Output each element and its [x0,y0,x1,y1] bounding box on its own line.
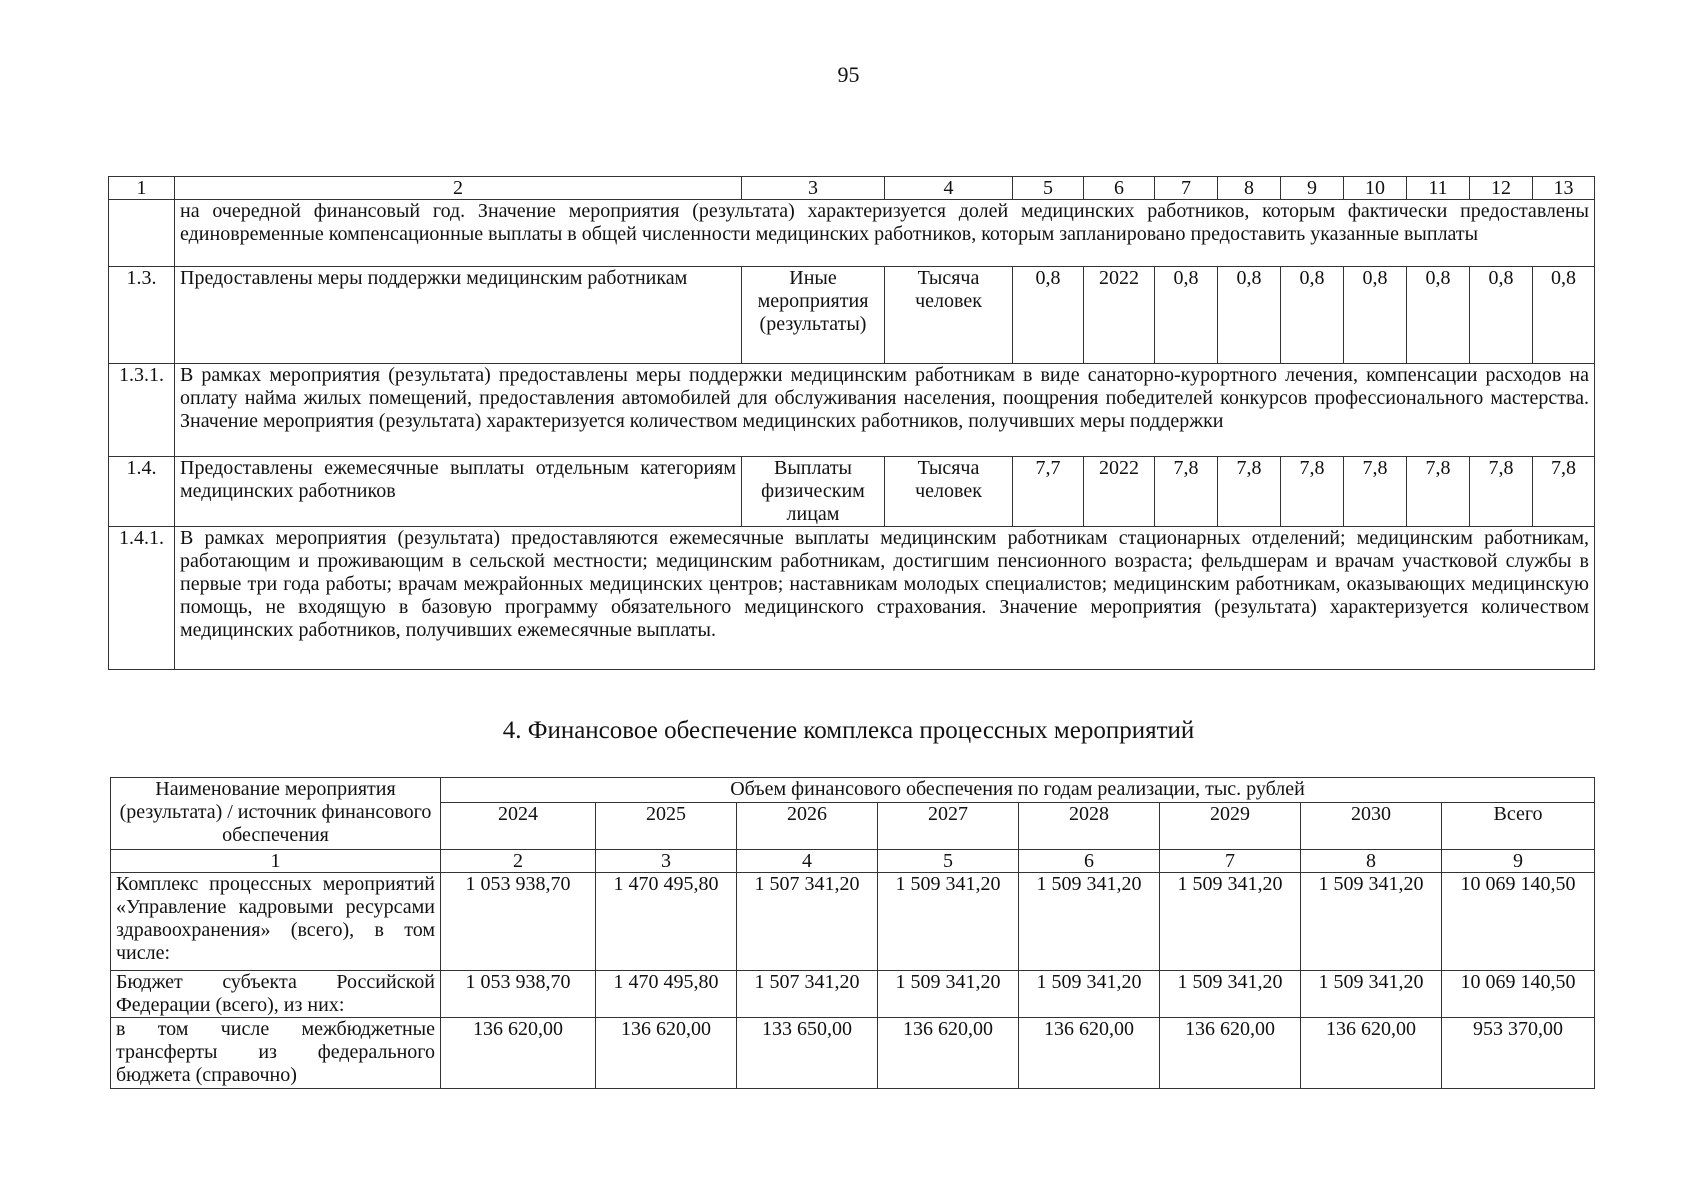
total-header: Всего [1442,803,1595,850]
column-number: 13 [1533,177,1595,200]
funding-value: 1 509 341,20 [878,873,1019,971]
year-header: 2027 [878,803,1019,850]
year-value: 0,8 [1218,267,1281,364]
funding-value: 1 470 495,80 [596,971,737,1018]
indicators-table [108,176,1595,670]
funding-value: 136 620,00 [441,1018,596,1089]
funding-value: 1 509 341,20 [1301,873,1442,971]
funding-value: 1 470 495,80 [596,873,737,971]
year-value: 7,8 [1407,457,1470,527]
base-year: 2022 [1084,267,1155,364]
year-header: 2028 [1019,803,1160,850]
measure-unit: Тысяча человек [885,267,1013,364]
row-number: 1.4.1. [109,527,175,670]
description-text: В рамках мероприятия (результата) предоставлены меры поддержки медицинским работникам в виде санаторно-курортного лечения, компенсации расходов на оплату найма жилых помещений, предоставления автомобилей для обслуживания населения, поощрения победителей конкурсов профессионального мастерства. Значение мероприятия (результата) характеризуется количеством медицинских работников, получивших меры поддержки [175,364,1595,457]
funding-value: 1 053 938,70 [441,971,596,1018]
year-value: 0,8 [1533,267,1595,364]
year-header: 2029 [1160,803,1301,850]
column-number: 12 [1470,177,1533,200]
page-number: 95 [837,62,860,87]
year-value: 0,8 [1344,267,1407,364]
year-value: 7,8 [1470,457,1533,527]
base-value: 0,8 [1013,267,1084,364]
funding-total: 953 370,00 [1442,1018,1595,1089]
year-value: 7,8 [1344,457,1407,527]
group-header: Объем финансового обеспечения по годам реализации, тыс. рублей [441,778,1595,803]
year-value: 7,8 [1281,457,1344,527]
column-numbers-row [109,177,1595,200]
column-number: 11 [1407,177,1470,200]
funding-name: в том числе межбюджетные трансферты из федерального бюджета (справочно) [111,1018,441,1089]
column-number: 10 [1344,177,1407,200]
table-row [109,457,1595,527]
table-row [111,971,1595,1018]
funding-value: 1 509 341,20 [1160,971,1301,1018]
section-title: 4. Финансовое обеспечение комплекса процессных мероприятий [502,717,1195,744]
funding-value: 1 509 341,20 [1019,971,1160,1018]
row-number: 1.3. [109,267,175,364]
column-number: 6 [1019,850,1160,873]
column-number: 2 [175,177,742,200]
year-value: 0,8 [1470,267,1533,364]
description-row [109,527,1595,670]
table-row [111,873,1595,971]
measure-name: Предоставлены ежемесячные выплаты отдельным категориям медицинских работников [175,457,742,527]
column-number: 6 [1084,177,1155,200]
column-number: 8 [1218,177,1281,200]
column-number: 7 [1160,850,1301,873]
column-number: 5 [878,850,1019,873]
funding-value: 136 620,00 [1301,1018,1442,1089]
column-number: 7 [1155,177,1218,200]
funding-value: 133 650,00 [737,1018,878,1089]
funding-name: Комплекс процессных мероприятий «Управление кадровыми ресурсами здравоохранения» (всего), в том числе: [111,873,441,971]
year-value: 0,8 [1281,267,1344,364]
funding-value: 136 620,00 [1019,1018,1160,1089]
column-number: 1 [111,850,441,873]
funding-name: Бюджет субъекта Российской Федерации (всего), из них: [111,971,441,1018]
funding-value: 1 509 341,20 [1019,873,1160,971]
column-number: 3 [596,850,737,873]
column-numbers-row [111,850,1595,873]
funding-total: 10 069 140,50 [1442,971,1595,1018]
year-header: 2030 [1301,803,1442,850]
funding-total: 10 069 140,50 [1442,873,1595,971]
funding-value: 136 620,00 [1160,1018,1301,1089]
year-header: 2024 [441,803,596,850]
table-row [111,1018,1595,1089]
year-value: 0,8 [1155,267,1218,364]
continuation-text: на очередной финансовый год. Значение мероприятия (результата) характеризуется долей медицинских работников, которым фактически предоставлены единовременные компенсационные выплаты в общей численности медицинских работников, которым запланировано предоставить указанные выплаты [175,200,1595,267]
column-number: 5 [1013,177,1084,200]
funding-value: 136 620,00 [596,1018,737,1089]
year-value: 7,8 [1218,457,1281,527]
table-row [109,267,1595,364]
column-number: 1 [109,177,175,200]
measure-unit: Тысяча человек [885,457,1013,527]
column-number: 4 [885,177,1013,200]
column-number: 3 [742,177,885,200]
measure-name: Предоставлены меры поддержки медицинским работникам [175,267,742,364]
description-text: В рамках мероприятия (результата) предоставляются ежемесячные выплаты медицинским работникам стационарных отделений; медицинским работникам, работающим и проживающим в сельской местности; медицинским работникам, достигшим пенсионного возраста; фельдшерам и врачам участковой службы в первые три года работы; врачам межрайонных медицинских центров; наставникам молодых специалистов; медицинским работникам, оказывающих медицинскую помощь, не входящую в базовую программу обязательного медицинского страхования. Значение мероприятия (результата) характеризуется количеством медицинских работников, получивших ежемесячные выплаты. [175,527,1595,670]
year-value: 7,8 [1155,457,1218,527]
funding-value: 1 509 341,20 [1301,971,1442,1018]
year-value: 7,8 [1533,457,1595,527]
row-number: 1.4. [109,457,175,527]
financing-table [110,777,1595,1089]
row-number-cell [109,200,175,267]
row-number: 1.3.1. [109,364,175,457]
column-number: 9 [1281,177,1344,200]
column-number: 8 [1301,850,1442,873]
funding-value: 136 620,00 [878,1018,1019,1089]
group-header-row [111,778,1595,803]
funding-value: 1 507 341,20 [737,873,878,971]
measure-type: Иные мероприятия (результаты) [742,267,885,364]
column-number: 2 [441,850,596,873]
name-header: Наименование мероприятия (результата) / источник финансового обеспечения [111,778,441,850]
base-value: 7,7 [1013,457,1084,527]
measure-type: Выплаты физическим лицам [742,457,885,527]
year-header: 2025 [596,803,737,850]
funding-value: 1 507 341,20 [737,971,878,1018]
description-row [109,364,1595,457]
base-year: 2022 [1084,457,1155,527]
column-number: 9 [1442,850,1595,873]
year-value: 0,8 [1407,267,1470,364]
funding-value: 1 509 341,20 [1160,873,1301,971]
year-header: 2026 [737,803,878,850]
column-number: 4 [737,850,878,873]
continuation-row [109,200,1595,267]
funding-value: 1 053 938,70 [441,873,596,971]
funding-value: 1 509 341,20 [878,971,1019,1018]
